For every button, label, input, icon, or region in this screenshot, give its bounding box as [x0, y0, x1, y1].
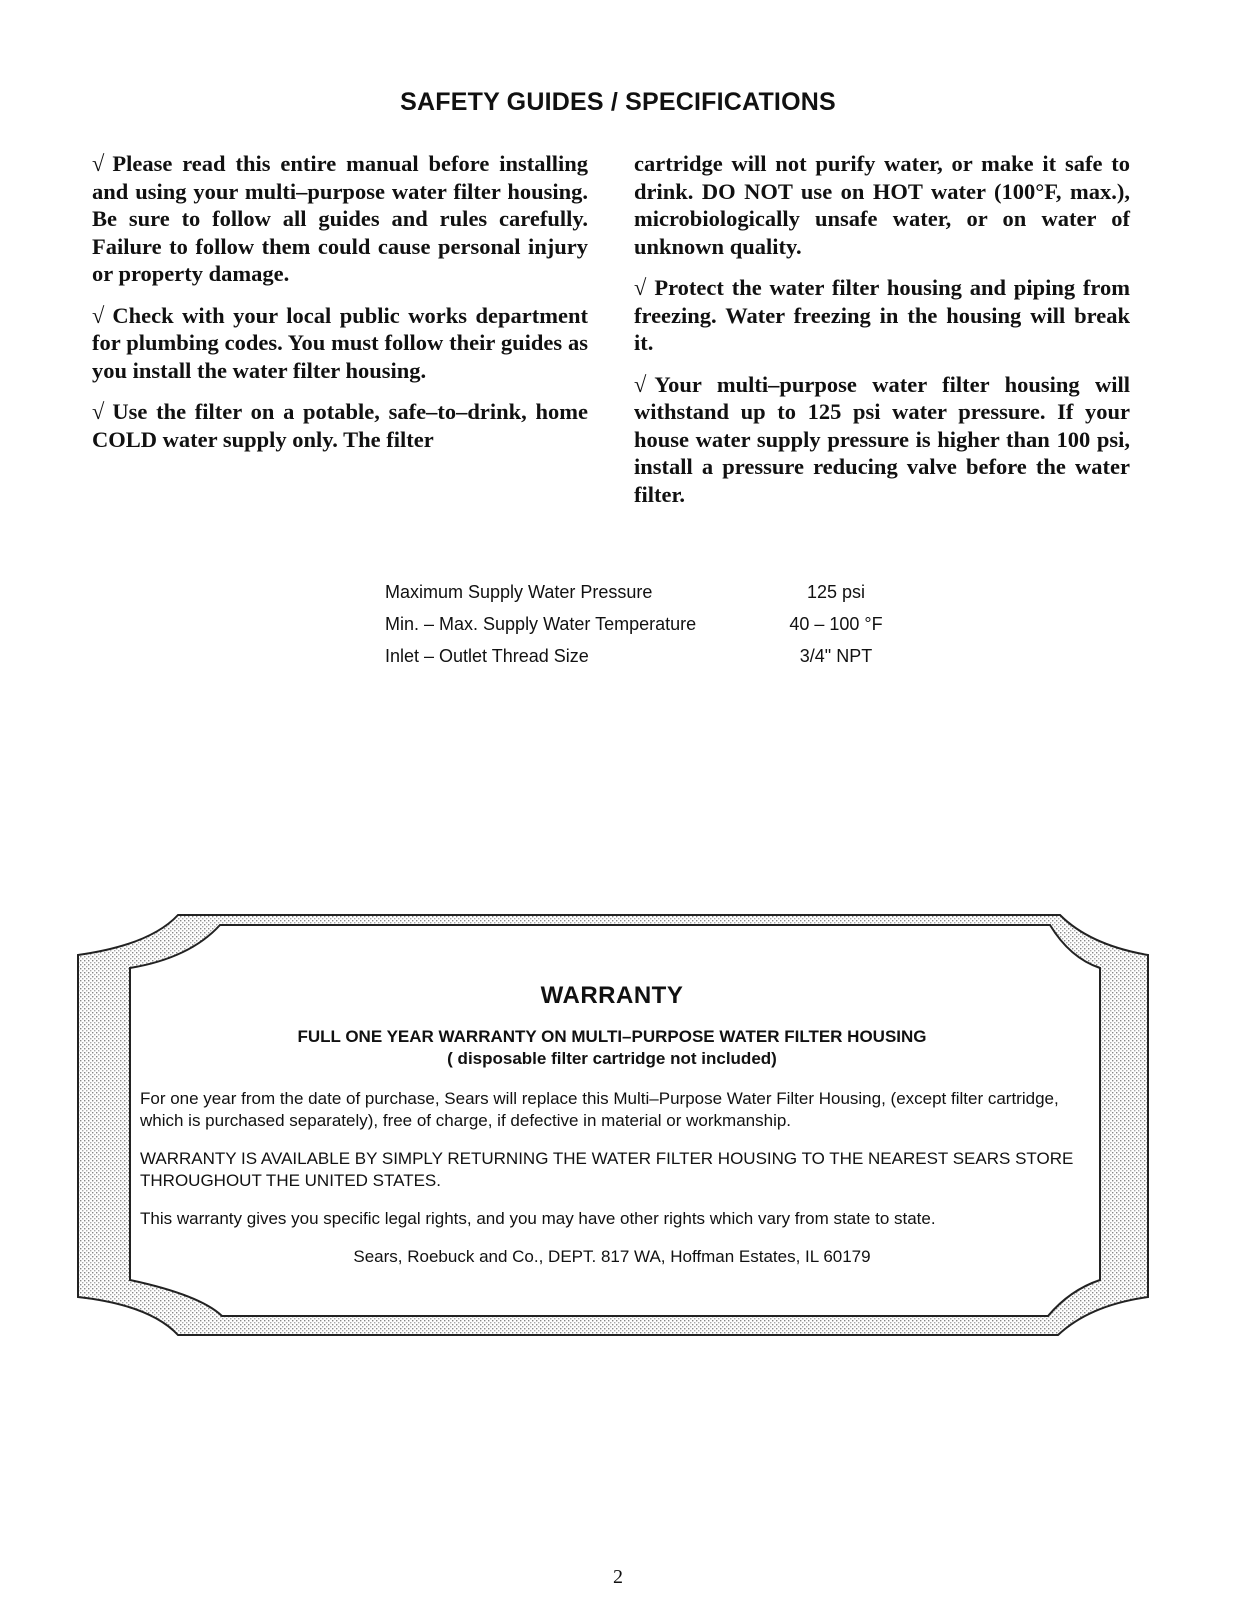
page-title: SAFETY GUIDES / SPECIFICATIONS [400, 88, 836, 116]
warranty-title: WARRANTY [540, 982, 684, 1009]
checkmark-icon: √ [92, 151, 105, 176]
checkmark-icon: √ [634, 275, 647, 300]
spec-label: Maximum Supply Water Pressure [385, 582, 653, 602]
warranty-address: Sears, Roebuck and Co., DEPT. 817 WA, Hoffman Estates, IL 60179 [353, 1247, 871, 1266]
safety-item-continuation: cartridge will not purify water, or make it safe to drink. DO NOT use on HOT water (100°F, max.), microbiologically unsafe water, or on water of unknown quality. [634, 151, 1130, 259]
warranty-subtitle: FULL ONE YEAR WARRANTY ON MULTI–PURPOSE WATER FILTER HOUSING [297, 1027, 927, 1046]
safety-item: √ Use the filter on a potable, safe–to–drink, home COLD water supply only. The filter [92, 399, 588, 452]
spec-label: Min. – Max. Supply Water Temperature [385, 614, 697, 634]
warranty-paragraph: This warranty gives you specific legal rights, and you may have other rights which vary from state to state. [140, 1209, 936, 1228]
safety-item: √ Please read this entire manual before installing and using your multi–purpose water filter housing. Be sure to follow all guides and rules carefully. Failure to follow them could cause personal injury or property damage. [92, 151, 588, 286]
safety-item: √ Check with your local public works department for plumbing codes. You must follow their guides as you install the water filter housing. [92, 302, 588, 383]
spec-value: 40 – 100 °F [789, 614, 883, 634]
safety-item: √ Your multi–purpose water filter housing will withstand up to 125 psi water pressure. If your house water supply pressure is higher than 100 psi, install a pressure reducing valve before the water filter. [634, 371, 1130, 507]
warranty-paragraph: WARRANTY IS AVAILABLE BY SIMPLY RETURNING THE WATER FILTER HOUSING TO THE NEAREST SEARS STORE THROUGHOUT THE UNITED STATES. [140, 1149, 1074, 1190]
warranty-subtitle-note: ( disposable filter cartridge not included) [447, 1049, 777, 1068]
warranty-box [132, 982, 1092, 1268]
spec-label: Inlet – Outlet Thread Size [385, 646, 589, 666]
checkmark-icon: √ [92, 399, 105, 424]
checkmark-icon: √ [92, 302, 105, 328]
checkmark-icon: √ [634, 371, 647, 397]
spec-value: 125 psi [806, 582, 866, 602]
spec-value: 3/4" NPT [799, 646, 873, 666]
safety-item: √ Protect the water filter housing and piping from freezing. Water freezing in the housing will break it. [634, 275, 1130, 355]
warranty-paragraph: For one year from the date of purchase, Sears will replace this Multi–Purpose Water Filter Housing, (except filter cartridge, which is purchased separately), free of charge, if defective in material or workmanship. [140, 1089, 1059, 1130]
page-number: 2 [613, 1566, 623, 1588]
